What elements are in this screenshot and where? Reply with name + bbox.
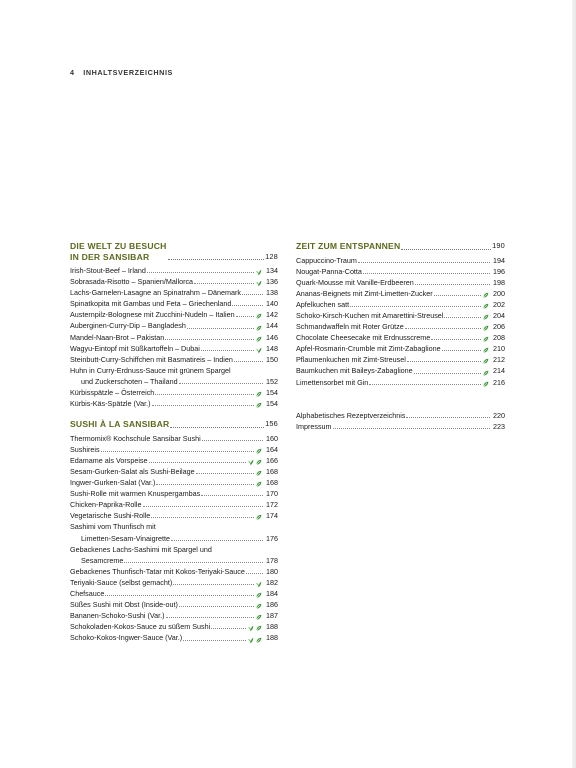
entry-page: 164 — [266, 444, 278, 454]
toc-entry[interactable] — [70, 298, 278, 309]
entry-icons — [255, 514, 262, 521]
section-title: ZEIT ZUM ENTSPANNEN — [296, 241, 401, 251]
toc-section — [70, 419, 278, 643]
appendix-list — [296, 410, 505, 432]
toc-entry[interactable] — [296, 288, 505, 299]
entry-icons — [482, 292, 489, 299]
entry-title: Schoko-Kokos-Ingwer-Sauce (Var.) — [70, 633, 183, 643]
entry-page: 198 — [493, 277, 505, 287]
dot-leader — [179, 606, 254, 607]
entry-page: 214 — [493, 366, 505, 376]
entry-page: 170 — [266, 489, 278, 499]
entry-page: 172 — [266, 500, 278, 510]
entry-page: 160 — [266, 433, 278, 443]
leaf-icon — [482, 314, 489, 321]
leaf-icon — [255, 325, 262, 332]
dot-leader — [179, 383, 263, 384]
entry-icons — [482, 347, 489, 354]
leaf-icon — [255, 592, 262, 599]
toc-entry[interactable] — [70, 510, 278, 521]
dot-leader — [105, 595, 254, 596]
toc-entry[interactable] — [70, 577, 278, 588]
vegetarian-icon — [247, 637, 254, 644]
entry-page: 220 — [493, 410, 505, 420]
dot-leader — [242, 294, 263, 295]
entry-icons — [255, 347, 262, 354]
leaf-icon — [255, 603, 262, 610]
left-column — [70, 241, 278, 654]
entry-title: Gebackenes Lachs-Sashimi mit Spargel und — [70, 544, 212, 554]
dot-leader — [405, 328, 481, 329]
dot-leader — [246, 573, 263, 574]
entry-page: 202 — [493, 299, 505, 309]
entry-title: Apfel-Rosmarin-Crumble mit Zimt-Zabaglione — [296, 344, 441, 354]
leaf-icon — [482, 292, 489, 299]
dot-leader — [232, 305, 263, 306]
dot-leader — [414, 373, 481, 374]
entry-title: Quark-Mousse mit Vanille-Erdbeeren — [296, 277, 414, 287]
toc-entry[interactable] — [70, 433, 278, 444]
entry-icons — [255, 336, 262, 343]
toc-entry[interactable] — [70, 466, 278, 477]
entry-page: 140 — [266, 299, 278, 309]
leaf-icon — [255, 637, 262, 644]
entry-page: 216 — [493, 377, 505, 387]
dot-leader — [415, 284, 490, 285]
toc-entry[interactable] — [70, 621, 278, 632]
toc-entry[interactable] — [70, 588, 278, 599]
entry-title: Pflaumenkuchen mit Zimt-Streusel — [296, 355, 406, 365]
entry-title: Nougat-Panna-Cotta — [296, 266, 362, 276]
entry-title: Sushi-Rolle mit warmen Knuspergambas — [70, 489, 201, 499]
entry-page: 223 — [493, 421, 505, 431]
dot-leader — [434, 295, 481, 296]
vegetarian-icon — [255, 269, 262, 276]
vegetarian-icon — [247, 625, 254, 632]
leaf-icon — [255, 459, 262, 466]
entry-icons — [255, 481, 262, 488]
toc-entry[interactable] — [70, 309, 278, 320]
entry-page: 166 — [266, 455, 278, 465]
toc-section — [70, 241, 278, 409]
entry-page: 154 — [266, 399, 278, 409]
entry-title: Thermomix® Kochschule Sansibar Sushi — [70, 433, 201, 443]
entry-title: Teriyaki-Sauce (selbst gemacht) — [70, 577, 173, 587]
dot-leader — [155, 394, 254, 395]
entry-page: 186 — [266, 600, 278, 610]
dot-leader — [149, 462, 246, 463]
entry-title: Schoko-Kirsch-Kuchen mit Amarettini-Streusel — [296, 310, 444, 320]
dot-leader — [358, 262, 490, 263]
entry-title: Chefsauce — [70, 589, 105, 599]
entry-page: 154 — [266, 388, 278, 398]
leaf-icon — [255, 625, 262, 632]
entry-icons — [255, 603, 262, 610]
toc-entry[interactable] — [70, 320, 278, 331]
entry-title: Alphabetisches Rezeptverzeichnis — [296, 410, 406, 420]
toc-entry[interactable] — [296, 277, 505, 288]
right-column — [296, 241, 505, 432]
leaf-icon — [255, 514, 262, 521]
leaf-icon — [482, 325, 489, 332]
entry-title: Chicken-Paprika-Rolle — [70, 500, 142, 510]
dot-leader — [187, 328, 254, 329]
entry-icons — [255, 313, 262, 320]
toc-entry[interactable] — [296, 354, 505, 365]
entry-page: 194 — [493, 255, 505, 265]
entry-page: 178 — [266, 555, 278, 565]
entry-page: 204 — [493, 310, 505, 320]
entry-title: Sashimi vom Thunfisch mit — [70, 522, 156, 532]
leaf-icon — [255, 448, 262, 455]
section-heading — [70, 419, 278, 430]
leaf-icon — [482, 370, 489, 377]
entry-icons — [255, 269, 262, 276]
entry-page: 196 — [493, 266, 505, 276]
leaf-icon — [255, 402, 262, 409]
entry-title: Sushireis — [70, 444, 100, 454]
toc-entry[interactable] — [296, 332, 505, 343]
entry-page: 134 — [266, 266, 278, 275]
dot-leader — [407, 361, 481, 362]
entry-title: Cappuccino-Traum — [296, 255, 357, 265]
dot-leader — [234, 361, 263, 362]
leaf-icon — [482, 303, 489, 310]
entry-icons — [255, 448, 262, 455]
appendix-entry[interactable] — [296, 421, 505, 432]
entry-title: Mandel-Naan-Brot – Pakistan — [70, 332, 165, 342]
toc-entry[interactable] — [70, 287, 278, 298]
toc-entry[interactable] — [70, 276, 278, 287]
toc-entry[interactable] — [70, 365, 278, 376]
entry-title: Sesam-Gurken-Salat als Sushi-Beilage — [70, 467, 195, 476]
entry-icons — [255, 592, 262, 599]
toc-entry[interactable] — [70, 610, 278, 621]
entry-title: Limetten-Sesam-Vinaigrette — [81, 533, 170, 543]
entry-title: Baumkuchen mit Baileys-Zabaglione — [296, 366, 413, 376]
section-page: 156 — [265, 419, 278, 429]
entry-page: 168 — [266, 467, 278, 476]
entry-title: Kürbis-Käs-Spätzle (Var.) — [70, 399, 151, 409]
dot-leader — [202, 440, 263, 441]
dot-leader — [406, 417, 490, 418]
entry-title: Edamame als Vorspeise — [70, 455, 148, 465]
entry-title: und Zuckerschoten – Thailand — [81, 376, 178, 386]
entry-page: 138 — [266, 288, 278, 298]
toc-entry[interactable] — [70, 521, 278, 532]
toc-entry[interactable] — [70, 332, 278, 343]
entry-page: 208 — [493, 333, 505, 343]
leaf-icon — [255, 391, 262, 398]
entry-title: Schokoladen-Kokos-Sauce zu süßem Sushi — [70, 622, 211, 632]
entry-page: 144 — [266, 321, 278, 331]
entry-icons — [482, 303, 489, 310]
leaf-icon — [255, 313, 262, 320]
entry-title: Auberginen-Curry-Dip – Bangladesh — [70, 321, 186, 331]
entry-title: Huhn in Curry-Erdnuss-Sauce mit grünem Spargel — [70, 365, 231, 375]
toc-entry[interactable] — [70, 555, 278, 566]
entry-icons — [482, 314, 489, 321]
entry-title: Sobrasada-Risotto – Spanien/Mallorca — [70, 277, 194, 287]
dot-leader — [196, 473, 254, 474]
toc-entry[interactable] — [70, 533, 278, 544]
entry-icons — [247, 625, 262, 632]
toc-entry[interactable] — [70, 455, 278, 466]
dot-leader — [166, 617, 254, 618]
toc-entry[interactable] — [70, 477, 278, 488]
dot-leader — [156, 484, 254, 485]
entry-icons — [255, 581, 262, 588]
section-page: 128 — [265, 251, 278, 261]
section-page: 190 — [492, 241, 505, 250]
dot-leader — [124, 562, 263, 563]
entry-title: Ananas-Beignets mit Zimt-Limetten-Zucker — [296, 288, 433, 298]
entry-title: Bananen-Schoko-Sushi (Var.) — [70, 611, 165, 621]
toc-section — [296, 241, 505, 388]
entry-page: 180 — [266, 566, 278, 576]
entry-page: 176 — [266, 533, 278, 543]
toc-entry[interactable] — [296, 299, 505, 310]
toc-entry[interactable] — [70, 265, 278, 276]
entry-page: 200 — [493, 288, 505, 298]
leaf-icon — [255, 614, 262, 621]
entry-title: Süßes Sushi mit Obst (Inside-out) — [70, 600, 178, 610]
entry-page: 188 — [266, 622, 278, 632]
entry-icons — [482, 358, 489, 365]
toc-entry[interactable] — [296, 377, 505, 388]
entry-page: 212 — [493, 355, 505, 365]
entry-title: Lachs-Garnelen-Lasagne an Spinatrahm – Dänemark — [70, 288, 242, 298]
entry-title: Ingwer-Gurken-Salat (Var.) — [70, 478, 156, 488]
entry-title: Wagyu-Eintopf mit Süßkartoffeln – Dubai — [70, 343, 200, 353]
entry-page: 168 — [266, 478, 278, 488]
section-title: SUSHI À LA SANSIBAR — [70, 419, 170, 430]
leaf-icon — [255, 336, 262, 343]
entry-icons — [482, 370, 489, 377]
section-heading — [296, 241, 505, 252]
dot-leader — [363, 273, 490, 274]
section-heading — [70, 241, 278, 262]
toc-entry[interactable] — [296, 321, 505, 332]
toc-entry[interactable] — [70, 599, 278, 610]
entry-title: Kürbisspätzle – Österreich — [70, 388, 155, 398]
entry-page: 146 — [266, 332, 278, 342]
page-number: 4 — [70, 68, 75, 77]
dot-leader — [350, 306, 481, 307]
dot-leader — [444, 317, 481, 318]
dot-leader — [236, 316, 254, 317]
toc-entry[interactable] — [70, 566, 278, 577]
toc-entry[interactable] — [70, 354, 278, 365]
entry-page: 188 — [266, 633, 278, 643]
entry-icons — [482, 336, 489, 343]
vegetarian-icon — [255, 581, 262, 588]
entry-icons — [255, 280, 262, 287]
dot-leader — [171, 540, 263, 541]
section-title: DIE WELT ZU BESUCH IN DER SANSIBAR — [70, 241, 167, 262]
toc-entry[interactable] — [70, 488, 278, 499]
entry-page: 148 — [266, 343, 278, 353]
toc-entry[interactable] — [70, 387, 278, 398]
dot-leader — [147, 272, 254, 273]
entry-title: Steinbutt-Curry-Schiffchen mit Basmatireis – Indien — [70, 354, 233, 364]
dot-leader — [211, 628, 246, 629]
dot-leader — [183, 640, 246, 641]
leaf-icon — [255, 470, 262, 477]
entry-icons — [255, 325, 262, 332]
entry-title: Vegetarische Sushi-Rolle — [70, 511, 151, 521]
entry-icons — [255, 470, 262, 477]
page-edge — [572, 0, 576, 768]
entry-page: 150 — [266, 354, 278, 364]
page-title: INHALTSVERZEICHNIS — [83, 68, 173, 77]
leaf-icon — [482, 336, 489, 343]
dot-leader — [151, 517, 254, 518]
toc-entry[interactable] — [70, 376, 278, 387]
dot-leader — [401, 249, 491, 250]
vegetarian-icon — [255, 280, 262, 287]
dot-leader — [173, 584, 254, 585]
toc-entry[interactable] — [70, 499, 278, 510]
entry-title: Gebackenes Thunfisch-Tatar mit Kokos-Teriyaki-Sauce — [70, 566, 245, 576]
entry-page: 152 — [266, 376, 278, 386]
entry-title: Austernpilz-Bolognese mit Zucchini-Nudeln – Italien — [70, 310, 235, 320]
toc-entry[interactable] — [70, 544, 278, 555]
entry-title: Irish-Stout-Beef – Irland — [70, 266, 146, 275]
entry-title: Schmandwaffeln mit Roter Grütze — [296, 322, 404, 332]
dot-leader — [333, 428, 490, 429]
entry-icons — [482, 381, 489, 388]
entry-title: Impressum — [296, 421, 332, 431]
leaf-icon — [482, 358, 489, 365]
toc-entry[interactable] — [70, 632, 278, 643]
dot-leader — [152, 405, 254, 406]
entry-icons — [482, 325, 489, 332]
dot-leader — [101, 451, 254, 452]
entry-icons — [255, 614, 262, 621]
dot-leader — [165, 339, 254, 340]
dot-leader — [168, 259, 265, 260]
spacer — [296, 398, 505, 410]
entry-page: 184 — [266, 589, 278, 599]
dot-leader — [369, 384, 481, 385]
toc-entry[interactable] — [296, 343, 505, 354]
entry-icons — [247, 637, 262, 644]
dot-leader — [431, 339, 481, 340]
dot-leader — [201, 495, 263, 496]
entry-page: 142 — [266, 310, 278, 320]
leaf-icon — [482, 381, 489, 388]
entry-title: Spinatkopita mit Gambas und Feta – Griechenland — [70, 299, 232, 309]
entry-icons — [255, 402, 262, 409]
entry-icons — [247, 459, 262, 466]
entry-page: 136 — [266, 277, 278, 287]
entry-icons — [255, 391, 262, 398]
vegetarian-icon — [247, 459, 254, 466]
entry-page: 174 — [266, 511, 278, 521]
toc-entry[interactable] — [296, 266, 505, 277]
toc-entry[interactable] — [296, 255, 505, 266]
dot-leader — [201, 350, 254, 351]
toc-entry[interactable] — [70, 343, 278, 354]
appendix-entry[interactable] — [296, 410, 505, 421]
toc-entry[interactable] — [70, 398, 278, 409]
toc-entry[interactable] — [296, 365, 505, 376]
vegetarian-icon — [255, 347, 262, 354]
entry-page: 206 — [493, 322, 505, 332]
entry-title: Limettensorbet mit Gin — [296, 377, 369, 387]
running-head — [70, 68, 173, 77]
entry-page: 182 — [266, 577, 278, 587]
entry-title: Chocolate Cheesecake mit Erdnusscreme — [296, 333, 431, 343]
dot-leader — [170, 427, 264, 428]
dot-leader — [442, 350, 481, 351]
entry-title: Sesamcreme — [81, 555, 124, 565]
dot-leader — [194, 283, 254, 284]
dot-leader — [143, 506, 263, 507]
toc-entry[interactable] — [296, 310, 505, 321]
entry-page: 187 — [266, 611, 278, 621]
entry-title: Apfelkuchen satt — [296, 299, 350, 309]
toc-entry[interactable] — [70, 444, 278, 455]
leaf-icon — [255, 481, 262, 488]
entry-page: 210 — [493, 344, 505, 354]
leaf-icon — [482, 347, 489, 354]
